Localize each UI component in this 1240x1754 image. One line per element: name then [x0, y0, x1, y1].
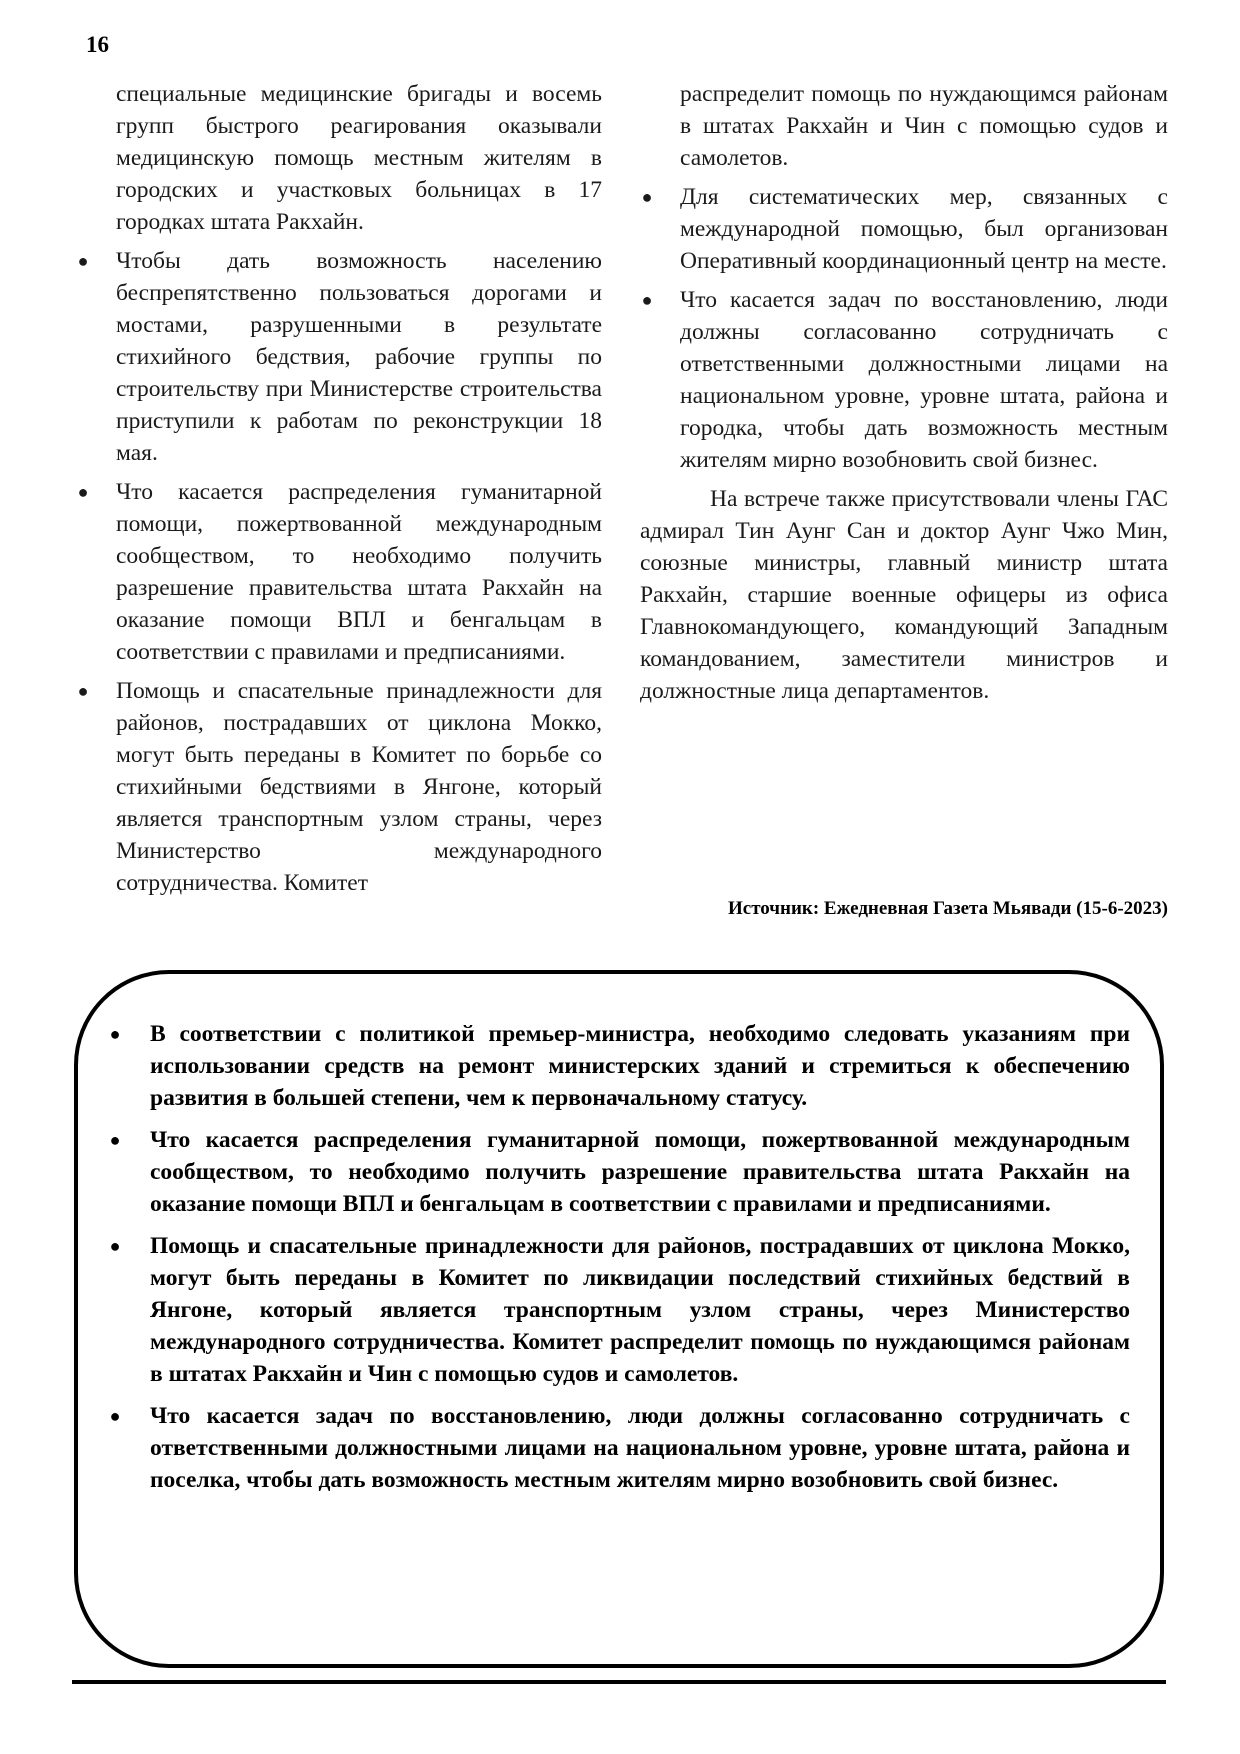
list-item-text: Что касается распределения гуманитарной помощи, пожертвованной международным сообществом, то необходимо получить разрешение правительства штата Ракхайн на оказание помощи ВПЛ и бенгальцам в соответствии с правилами и предписаниями.	[150, 1127, 1130, 1217]
list-item	[108, 1018, 1130, 1114]
list-item-text: Что касается задач по восстановлению, люди должны согласованно сотрудничать с ответственными должностными лицами на национальном уровне, уровне штата, района и поселка, чтобы дать возможность местным жителям мирно возобновить свой бизнес.	[150, 1403, 1130, 1493]
list-item-text: Помощь и спасательные принадлежности для районов, пострадавших от циклона Мокко, могут быть переданы в Комитет по борьбе со стихийными бедствиями в Янгоне, который является транспортным узлом страны, через Министерство международного сотрудничества. Комитет	[116, 678, 602, 896]
list-item-text: В соответствии с политикой премьер-министра, необходимо следовать указаниям при использовании средств на ремонт министерских зданий и стремиться к обеспечению развития в большей степени, чем к первоначальному статусу.	[150, 1021, 1130, 1111]
list-item-text: Что касается задач по восстановлению, люди должны согласованно сотрудничать с ответственными должностными лицами на национальном уровне, уровне штата, района и городка, чтобы дать возможность местным жителям мирно возобновить свой бизнес.	[680, 287, 1168, 473]
footer-divider	[72, 1680, 1166, 1684]
list-item	[108, 1124, 1130, 1220]
bullet-icon: ●	[109, 1236, 121, 1256]
summary-bullet-list	[108, 1018, 1130, 1506]
bullet-icon: ●	[641, 290, 653, 310]
source-citation: Источник: Ежедневная Газета Мьявади (15-6-2023)	[728, 898, 1168, 919]
bullet-icon: ●	[77, 251, 89, 271]
right-continuation-text: распределит помощь по нуждающимся районам в штатах Ракхайн и Чин с помощью судов и самолетов.	[680, 81, 1168, 171]
bullet-icon: ●	[109, 1130, 121, 1150]
meeting-attendees-paragraph: На встрече также присутствовали члены ГАС адмирал Тин Аунг Сан и доктор Аунг Чжо Мин, союзные министры, главный министр штата Ракхайн, старшие военные офицеры из офиса Главнокомандующего, командующий Западным командованием, заместители министров и должностные лица департаментов.	[640, 486, 1168, 704]
right-column	[640, 78, 1168, 707]
bullet-icon: ●	[641, 187, 653, 207]
page-number: 16	[86, 32, 109, 57]
summary-box	[74, 970, 1164, 1668]
bullet-icon: ●	[77, 681, 89, 701]
list-item	[76, 245, 602, 469]
right-bullet-list	[640, 181, 1168, 476]
left-bullet-list	[76, 245, 602, 899]
list-item	[108, 1230, 1130, 1390]
list-item-text: Что касается распределения гуманитарной помощи, пожертвованной международным сообществом, то необходимо получить разрешение правительства штата Ракхайн на оказание помощи ВПЛ и бенгальцам в соответствии с правилами и предписаниями.	[116, 479, 602, 665]
bullet-icon: ●	[77, 482, 89, 502]
left-continuation-text: специальные медицинские бригады и восемь групп быстрого реагирования оказывали медицинскую помощь местным жителям в городских и участковых больницах в 17 городках штата Ракхайн.	[116, 81, 602, 235]
list-item	[76, 675, 602, 899]
list-item-text: Для систематических мер, связанных с международной помощью, был организован Оперативный координационный центр на месте.	[680, 184, 1168, 274]
list-item	[640, 284, 1168, 476]
list-item	[76, 476, 602, 668]
bullet-icon: ●	[109, 1024, 121, 1044]
list-item-text: Чтобы дать возможность населению беспрепятственно пользоваться дорогами и мостами, разрушенными в результате стихийного бедствия, рабочие группы по строительству при Министерстве строительства приступили к работам по реконструкции 18 мая.	[116, 248, 602, 466]
bullet-icon: ●	[109, 1406, 121, 1426]
left-column	[76, 78, 602, 899]
list-item	[640, 181, 1168, 277]
list-item-text: Помощь и спасательные принадлежности для районов, пострадавших от циклона Мокко, могут быть переданы в Комитет по ликвидации последствий стихийных бедствий в Янгоне, который является транспортным узлом страны, через Министерство международного сотрудничества. Комитет распределит помощь по нуждающимся районам в штатах Ракхайн и Чин с помощью судов и самолетов.	[150, 1233, 1130, 1387]
list-item	[108, 1400, 1130, 1496]
